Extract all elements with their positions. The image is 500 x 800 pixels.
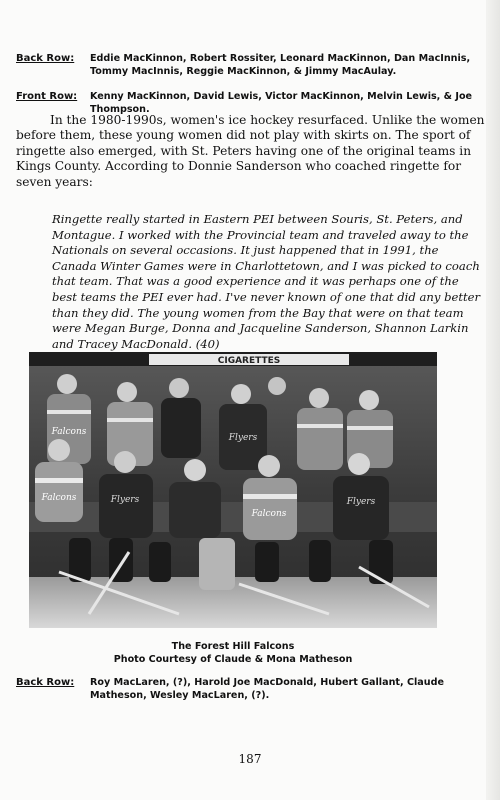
jersey-text-3: Falcons: [41, 493, 77, 503]
photo-caption-title: The Forest Hill Falcons: [171, 641, 295, 652]
team-photo: [29, 352, 437, 628]
banner-text: CIGARETTES: [217, 356, 281, 366]
back-row-label: Back Row:: [16, 53, 75, 64]
bottom-back-row-label: Back Row:: [16, 677, 75, 688]
jersey-text-6: Flyers: [346, 497, 376, 507]
front-row-label: Front Row:: [16, 91, 78, 102]
team-photo-illustration: [29, 352, 437, 628]
photo-caption-credit: Photo Courtesy of Claude & Mona Matheson: [113, 654, 353, 665]
block-quote: Ringette really started in Eastern PEI between Souris, St. Peters, and Montague. I worked with the Provincial team and traveled away to the Nationals on several occasions. It just happened that in 1991, the Canada Winter Games were in Charlottetown, and I was picked to coach that team. That was a good experience and it was perhaps one of the best teams the PEI ever had. I've never known of one that did any better than they did. The young women from the Bay that were on that team were Megan Burge, Donna and Jacqueline Sanderson, Shannon Larkin and Tracey MacDonald. (40): [52, 212, 481, 351]
front-row-names: Kenny MacKinnon, David Lewis, Victor MacKinnon, Melvin Lewis, & Joe Thompson.: [90, 91, 473, 115]
page-spine-shadow: [486, 0, 500, 800]
bottom-back-row-names: Roy MacLaren, (?), Harold Joe MacDonald, Hubert Gallant, Claude Matheson, Wesley MacLaren, (?).: [90, 677, 444, 701]
jersey-text-4: Flyers: [110, 495, 140, 505]
jersey-text-5: Falcons: [251, 509, 287, 519]
back-row-names: Eddie MacKinnon, Robert Rossiter, Leonard MacKinnon, Dan MacInnis, Tommy MacInnis, Reggie MacKinnon, & Jimmy MacAulay.: [90, 53, 471, 77]
page-number: 187: [238, 752, 262, 766]
body-paragraph: In the 1980-1990s, women's ice hockey resurfaced. Unlike the women before them, these young women did not play with skirts on. The sport of ringette also emerged, with St. Peters having one of the original teams in Kings County. According to Donnie Sanderson who coached ringette for seven years:: [16, 113, 485, 189]
jersey-text-2: Flyers: [228, 433, 258, 443]
jersey-text-1: Falcons: [51, 427, 87, 437]
